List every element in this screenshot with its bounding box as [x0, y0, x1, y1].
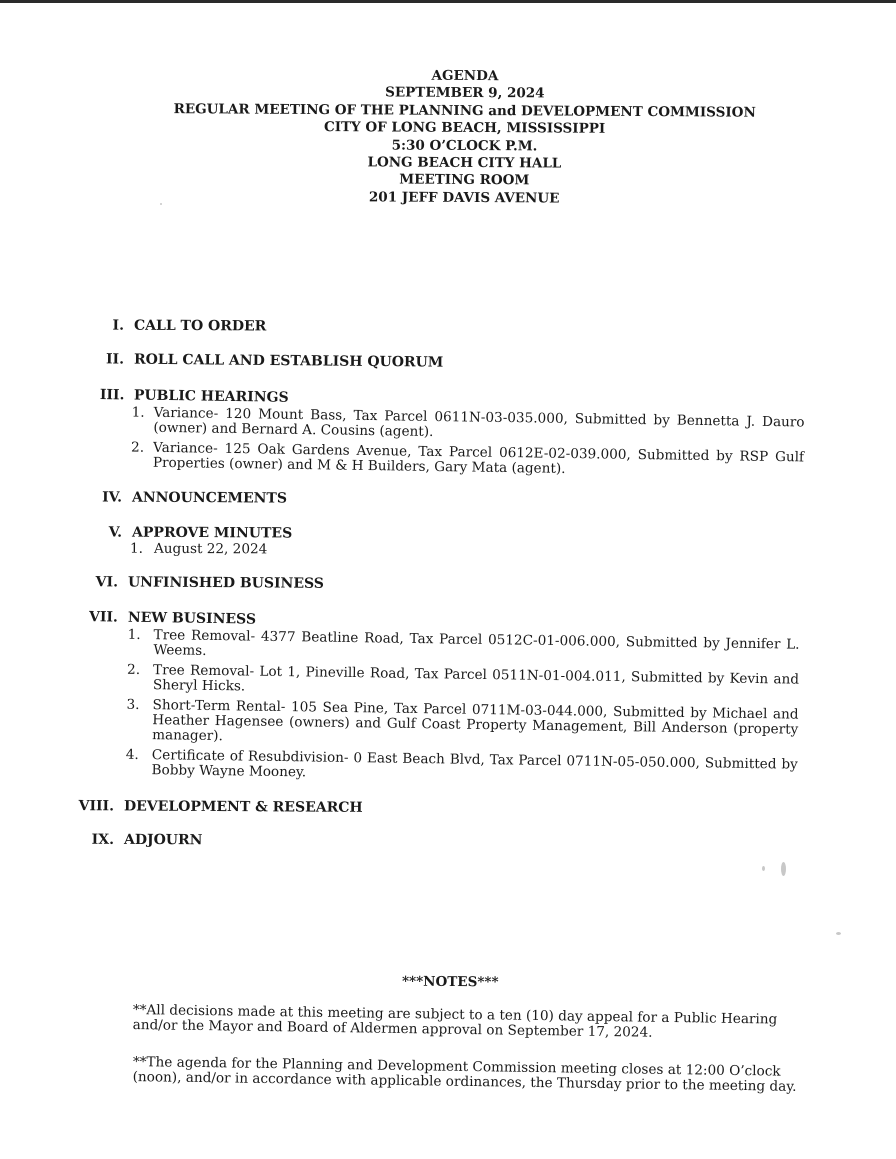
- section-number: V.: [108, 524, 123, 541]
- list-item: [126, 748, 798, 788]
- section-number: II.: [105, 351, 125, 368]
- section-number: VII.: [88, 609, 118, 626]
- header-address: 201 JEFF DAVIS AVENUE: [368, 189, 560, 207]
- section-title: CALL TO ORDER: [133, 317, 267, 335]
- header-meeting-name: REGULAR MEETING OF THE PLANNING and DEVELOPMENT COMMISSION: [173, 100, 756, 121]
- section-title: DEVELOPMENT & RESEARCH: [123, 798, 363, 816]
- item-number: 2.: [130, 439, 145, 456]
- header-venue: LONG BEACH CITY HALL: [367, 154, 562, 172]
- section-number: VI.: [95, 574, 119, 591]
- section-adjourn: [86, 832, 203, 849]
- section-new-business: [78, 609, 800, 788]
- section-number: III.: [99, 387, 125, 404]
- section-announcements: [94, 489, 287, 506]
- section-number: IX.: [91, 831, 115, 848]
- section-title: ROLL CALL AND ESTABLISH QUORUM: [133, 351, 444, 371]
- section-title: PUBLIC HEARINGS: [133, 387, 289, 406]
- item-number: 1.: [129, 540, 143, 557]
- header-time: 5:30 O’CLOCK P.M.: [391, 137, 538, 154]
- section-number: I.: [112, 317, 125, 334]
- section-number: VIII.: [78, 798, 115, 815]
- section-title: APPROVE MINUTES: [132, 524, 293, 542]
- header-city: CITY OF LONG BEACH, MISSISSIPPI: [323, 119, 606, 138]
- section-number: IV.: [102, 489, 123, 506]
- scan-speck: [762, 866, 765, 871]
- note-agenda-deadline: **The agenda for the Planning and Development Commission meeting closes at 12:00 O’clock (noon), and/or in accordance with applicable ordinances, the Thursday prior to the meeting day.: [132, 1054, 797, 1095]
- notes-title: ***NOTES***: [401, 973, 499, 991]
- agenda-header: [149, 66, 780, 209]
- list-item: [131, 440, 804, 480]
- item-number: 3.: [126, 696, 140, 713]
- section-title: ANNOUNCEMENTS: [131, 489, 288, 507]
- item-text: Tree Removal- 4377 Beatline Road, Tax Parcel 0512C-01-006.000, Submitted by Jennifer L. Weems.: [153, 627, 800, 659]
- item-text: Short-Term Rental- 105 Sea Pine, Tax Parcel 0711M-03-044.000, Submitted by Michael and Heather Hagensee (owners) and Gulf Coast Property Management, Bill Anderson (property manager).: [152, 697, 799, 745]
- section-development-research: [72, 798, 363, 816]
- section-call-to-order: [100, 317, 266, 334]
- header-title: AGENDA: [431, 67, 499, 85]
- item-text: August 22, 2024: [153, 540, 268, 558]
- item-text: Variance- 125 Oak Gardens Avenue, Tax Parcel 0612E-02-039.000, Submitted by RSP Gulf Properties (owner) and M & H Builders, Gary Mata (agent).: [152, 439, 805, 477]
- section-title: ADJOURN: [123, 831, 203, 849]
- scan-speck: [836, 932, 841, 935]
- item-text: Certificate of Resubdivision- 0 East Beach Blvd, Tax Parcel 0711N-05-050.000, Submitted by Bobby Wayne Mooney.: [151, 747, 798, 781]
- section-public-hearings: [99, 387, 805, 480]
- header-room: MEETING ROOM: [399, 171, 530, 189]
- section-approve-minutes: [94, 524, 292, 557]
- list-item: [127, 663, 799, 703]
- section-title: NEW BUSINESS: [127, 609, 257, 628]
- item-number: 2.: [126, 661, 141, 678]
- scan-speck: [781, 862, 786, 876]
- list-item: [126, 698, 799, 753]
- item-number: 1.: [131, 404, 145, 421]
- section-roll-call: [100, 351, 443, 370]
- section-title: UNFINISHED BUSINESS: [127, 574, 325, 592]
- item-text: Tree Removal- Lot 1, Pineville Road, Tax Parcel 0511N-01-004.011, Submitted by Kevin and Sheryl Hicks.: [152, 662, 800, 695]
- header-date: SEPTEMBER 9, 2024: [385, 84, 545, 102]
- section-unfinished-business: [86, 574, 324, 592]
- note-appeal: **All decisions made at this meeting are subject to a ten (10) day appeal for a Public Hearing and/or the Mayor and Board of Aldermen approval on September 17, 2024.: [132, 1002, 778, 1041]
- item-text: Variance- 120 Mount Bass, Tax Parcel 0611N-03-035.000, Submitted by Bennetta J. Dauro (owner) and Bernard A. Cousins (agent).: [153, 404, 805, 440]
- item-number: 4.: [125, 746, 139, 763]
- top-scan-border: [0, 0, 896, 3]
- item-number: 1.: [127, 626, 141, 643]
- list-item: [130, 542, 292, 558]
